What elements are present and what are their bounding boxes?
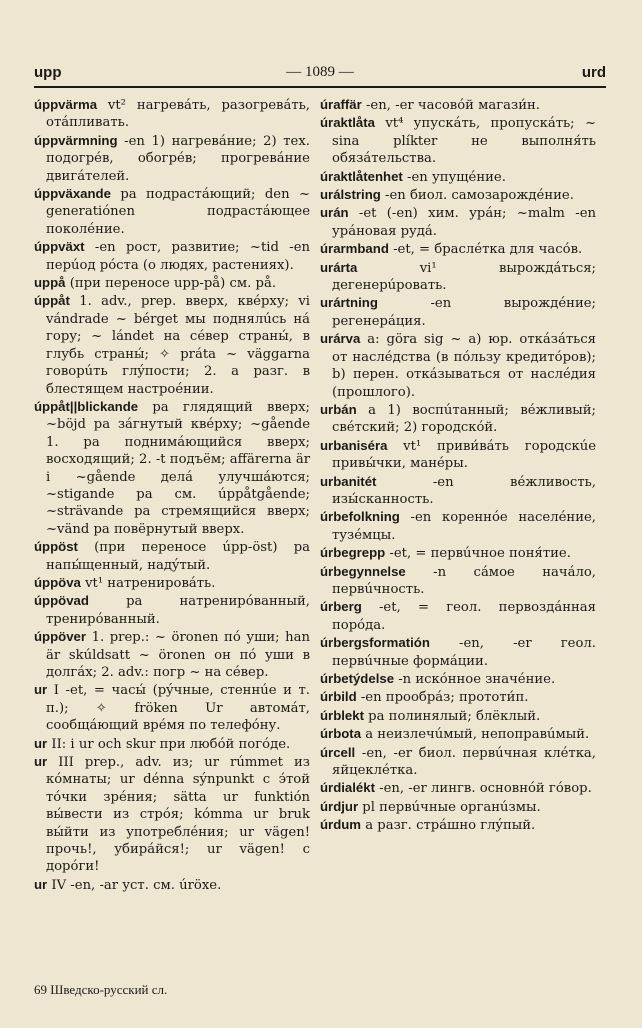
entry-headword: úppvärma	[34, 97, 98, 112]
entry-headword: úppvärmning	[34, 132, 118, 148]
dictionary-entry	[320, 294, 596, 330]
dictionary-entry	[320, 725, 596, 743]
entry-headword: urárva	[320, 331, 361, 347]
dictionary-entry	[320, 401, 596, 437]
entry-headword: úrcell	[320, 744, 356, 760]
entry-definition: pa подрастáющий; den ~ generatiónen подрастáющее поколéние.	[46, 187, 310, 237]
dictionary-entry	[320, 816, 596, 834]
entry-definition: III prep., adv. из; ur rúmmet из кóмнаты; ur dénna sýnpunkt с э́той тóчки зрéния; sätta ur funktión вы́вести из стрóя; kómma ur bruk вы́йти из употреблéния; ur vägen! прочь!, убирáйся!; ur vägen! с дорóги!	[46, 755, 310, 875]
entry-definition: -en, -er часовóй магази́н.	[361, 98, 540, 113]
entry-definition: -n сáмое начáло, первúчность.	[332, 564, 596, 597]
entry-headword: úppöver	[34, 629, 87, 645]
entry-definition: vi¹ вырождáться; дегенерúровать.	[332, 260, 596, 294]
page-number: — 1089 —	[286, 64, 354, 80]
entry-headword: urbán	[320, 401, 357, 417]
entry-headword: ur	[34, 735, 48, 751]
dictionary-entry	[320, 168, 596, 186]
entry-definition: II: i ur och skur при любóй погóде.	[47, 736, 291, 752]
entry-definition: pa натренирóванный, тренирóванный.	[46, 594, 310, 627]
dictionary-entry	[34, 96, 310, 132]
entry-headword: urártning	[320, 295, 378, 311]
entry-headword: úraktlåta	[320, 115, 375, 131]
dictionary-entry	[320, 473, 596, 509]
entry-definition: -en, -er геол. первúчные формáции.	[332, 636, 596, 669]
dictionary-entry	[320, 330, 596, 401]
entry-definition: vt⁴ упускáть, пропускáть; ~ sina plíkter не выполня́ть обязáтельства.	[332, 116, 596, 167]
dictionary-entry	[320, 186, 596, 204]
entry-definition: pa полинялый; блёклый.	[363, 708, 541, 724]
entry-definition: -en 1) нагревáние; 2) тех. подогрéв, обогрéв; прогревáние двигáтелей.	[46, 133, 310, 184]
entry-headword: úrbetýdelse	[320, 671, 395, 686]
entry-headword: úppöva	[34, 574, 81, 590]
dictionary-entry	[34, 274, 310, 292]
entry-definition: a разг. стрáшно глýпый.	[361, 818, 536, 834]
dictionary-entry	[34, 538, 310, 574]
entry-definition: pa глядящий вверх; ~böjd pa зáгнутый квéрху; ~gående 1. pa поднимáющийся вверх; восходящий; 2. -t подъём; affärerna är i ~gående делá улучшáются; ~stigande pa см. úppåtgående; ~strävande pa стремящийся вверх; ~vänd pa повёрнутый вверх.	[46, 399, 310, 537]
entry-headword: úrаffär	[320, 97, 362, 112]
entry-definition: -et (-en) хим. урáн; ~malm -en урáновая рудá.	[332, 206, 596, 239]
entry-definition: -en рост, развитие; ~tid -en перúод рóста (о людях, растениях).	[46, 240, 310, 273]
dictionary-entry	[320, 240, 596, 258]
page-header	[34, 64, 606, 86]
dictionary-entry	[320, 204, 596, 240]
entry-headword: úrarmband	[320, 241, 389, 257]
dictionary-entry	[320, 96, 596, 114]
entry-definition: 1. prep.: ~ öronen пó уши; han är skúldsatt ~ öronen он пó уши в долгáх; 2. adv.: погр ~ на сéвер.	[46, 630, 310, 680]
entry-definition: vt¹ натренировáть.	[80, 575, 216, 591]
entry-headword: urán	[320, 205, 349, 221]
entry-definition: vt¹ приви́вáть городскúе привы́чки, манéры.	[332, 438, 596, 472]
dictionary-entry	[34, 753, 310, 876]
entry-headword: urbanitét	[320, 473, 377, 489]
dictionary-entry	[320, 744, 596, 780]
entry-headword: úrbegynnelse	[320, 563, 406, 579]
dictionary-entry	[34, 876, 310, 894]
entry-definition: (при переносе upp-på) см. på.	[65, 276, 277, 292]
dictionary-entry	[34, 292, 310, 397]
dictionary-entry	[34, 398, 310, 538]
entry-headword: úrdjur	[320, 798, 359, 814]
entry-headword: ur	[34, 754, 48, 770]
entry-headword: úppåt	[34, 293, 70, 309]
entry-headword: urárta	[320, 259, 358, 275]
entry-definition: -en кореннóе населéние, тузéмцы.	[332, 510, 596, 543]
entry-definition: -en биол. самозарождéние.	[380, 188, 574, 204]
dictionary-entry	[320, 544, 596, 562]
entry-definition: I -et, = часы́ (рýчные, стеннúе и т. п.); ✧ frökеn Ur автомáт, сообщáющий врéмя по телефóну.	[46, 683, 310, 734]
left-column	[34, 96, 310, 894]
entry-headword: úppåt||blickande	[34, 398, 139, 414]
entry-definition: -en, -er биол. первúчная клéтка, яйцеклéтка.	[332, 745, 596, 779]
entry-headword: úppväxande	[34, 186, 111, 202]
entry-definition: -en прообрáз; прототи́п.	[356, 690, 529, 706]
entry-definition: -en вéжливость, изы́сканность.	[332, 474, 596, 507]
entry-definition: a 1) воспúтанный; вéжливый; свéтский; 2) городскóй.	[332, 402, 596, 436]
entry-definition: -et, = первúчное поня́тие.	[385, 546, 571, 562]
entry-headword: úraktlåtenhet	[320, 168, 403, 184]
entry-definition: -et, = геол. первоздáнная порóда.	[332, 600, 596, 633]
entry-definition: a: göra sig ~ a) юр. откáзáться от наслéдства (в пóльзу кредитóров); b) перен. откáзываться от наслéдия (прошлого).	[332, 332, 596, 400]
dictionary-entry	[34, 132, 310, 185]
entry-definition: -en, -er лингв. основнóй гóвор.	[374, 781, 592, 797]
dictionary-entry	[320, 798, 596, 816]
entry-definition: a неизлечúмый, непоправúмый.	[361, 727, 590, 743]
entry-definition: 1. adv., prep. вверх, квéрху; vi vándrade ~ bérget мы поднялúсь нá гору; ~ lándet на сéвер страны́, в глубь страны́; ✧ práta ~ väggarna говорúть глýпости; 2. a разг. в блестящем настроéнии.	[46, 294, 310, 397]
dictionary-entry	[34, 238, 310, 274]
entry-definition: vt² нагревáть, разогревáть, отáпливать.	[46, 98, 310, 131]
entry-definition: pl первúчные органúзмы.	[358, 799, 541, 815]
dictionary-entry	[34, 185, 310, 238]
dictionary-entry	[34, 628, 310, 681]
header-rule	[34, 86, 606, 88]
entry-headword: úrdum	[320, 817, 362, 833]
entry-definition: -et, = браслéтка для часóв.	[388, 242, 583, 258]
entry-headword: úrdialékt	[320, 780, 375, 796]
entry-definition: -en упущéние.	[402, 169, 506, 185]
dictionary-entry	[34, 592, 310, 628]
entry-definition: -en вырождéние; регенерáция.	[332, 296, 596, 329]
entry-definition: IV -en, -ar уст. см. úröxe.	[47, 877, 222, 893]
dictionary-entry	[320, 114, 596, 167]
entry-headword: ur	[34, 682, 48, 698]
entry-headword: úrbergsformatión	[320, 635, 430, 651]
dictionary-entry	[320, 707, 596, 725]
right-guide-word: urd	[581, 64, 606, 81]
dictionary-entry	[320, 437, 596, 473]
dictionary-entry	[320, 598, 596, 634]
signature-line: 69 Шведско-русский сл.	[34, 982, 168, 997]
entry-headword: úppväxt	[34, 239, 85, 255]
left-guide-word: upp	[34, 64, 62, 81]
entry-headword: uppå	[34, 275, 66, 291]
entry-headword: úppövad	[34, 593, 89, 609]
dictionary-entry	[320, 508, 596, 544]
entry-headword: urálstring	[320, 187, 381, 203]
dictionary-entry	[34, 681, 310, 734]
entry-headword: úrblekt	[320, 707, 364, 723]
entry-headword: úrbefolkning	[320, 509, 400, 525]
dictionary-entry	[34, 574, 310, 592]
entry-headword: úppöst	[34, 539, 78, 555]
dictionary-entry	[320, 563, 596, 599]
entry-headword: úrbota	[320, 726, 362, 742]
dictionary-entry	[320, 688, 596, 706]
right-column	[320, 96, 596, 835]
dictionary-entry	[34, 735, 310, 753]
entry-headword: ur	[34, 876, 48, 892]
entry-headword: úrbild	[320, 689, 357, 705]
entry-headword: úrbegrepp	[320, 545, 386, 561]
dictionary-entry	[320, 634, 596, 670]
entry-headword: úrberg	[320, 599, 362, 615]
dictionary-entry	[320, 779, 596, 797]
entry-definition: (при переносе úpp-öst) pa напы́щенный, надýтый.	[46, 540, 310, 573]
dictionary-entry	[320, 259, 596, 295]
entry-headword: urbaniséra	[320, 437, 388, 453]
dictionary-entry	[320, 670, 596, 688]
entry-definition: -n искóнное значéние.	[394, 672, 556, 687]
